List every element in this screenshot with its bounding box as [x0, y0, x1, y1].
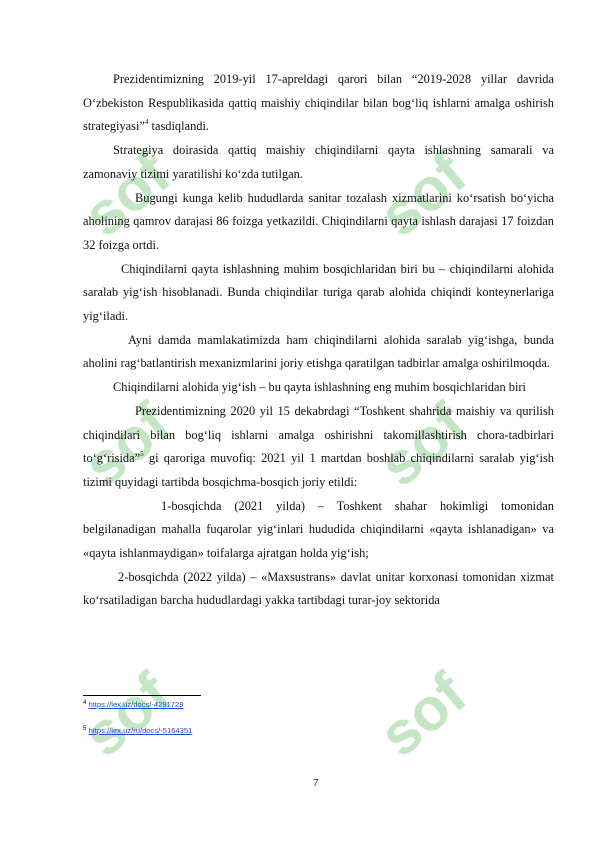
paragraph: 1-bosqichda (2021 yilda) – Toshkent shahar hokimligi tomonidan belgilanadigan mahalla fuqarolar yig‘inlari hududida chiqindilarni «qayta ishlanadigan» va «qayta ishlanmaydigan» toifalarga ajratgan holda yig‘ish;	[83, 498, 554, 561]
paragraph: Prezidentimizning 2019-yil 17-apreldagi qarori bilan “2019-2028 yillar davrida O‘zbekiston Respublikasida qattiq maishiy chiqindilar bilan bog‘liq ishlarni amalga oshirish strategiyasi”$^4$ tasdiqlandi.	[83, 72, 554, 134]
svg-text:sof: sof	[378, 140, 468, 250]
paragraph: Strategiya doirasida qattiq maishiy chiqindilarni qayta ishlashning samarali va zamonaviy tizimi yaratilishi ko‘zda tutilgan.	[83, 143, 554, 181]
body-text	[83, 68, 554, 613]
footnote-divider	[83, 695, 201, 696]
paragraph: Bugungi kunga kelib hududlarda sanitar tozalash xizmatlarini ko‘rsatish bo‘yicha aholining qamrov darajasi 86 foizga yetkazildi. Chiqindilarni qayta ishlash darajasi 17 foizdan 32 foizga ortdi.	[83, 190, 554, 252]
paragraph: Prezidentimizning 2020 yil 15 dekabrdagi “Toshkent shahrida maishiy va qurilish chiqindilari bilan bog‘liq ishlarni amalga oshirishni takomillashtirish chora-tadbirlari to‘g‘risida”$^5$ gi qaroriga muvofiq: 2021 yil 1 martdan boshlab chiqindilarni saralab yig‘ish tizimi quyidagi tartibda bosqichma-bosqich joriy etildi:	[83, 403, 554, 489]
paragraph: Chiqindilarni qayta ishlashning muhim bosqichlaridan biri bu – chiqindilarni alohida saralab yig‘ish hisoblanadi. Bunda chiqindilar turiga qarab alohida chiqindi konteynerlariga yig‘iladi.	[83, 261, 554, 324]
page-number: 7	[313, 777, 319, 789]
svg-text:sof: sof	[82, 140, 172, 250]
paragraph: Ayni damda mamlakatimizda ham chiqindilarni alohida saralab yig‘ishga, bunda aholini rag‘batlantirish mexanizmlarini joriy etishga qaratilgan tadbirlar amalga oshirilmoqda.	[83, 332, 554, 371]
footnote-link[interactable]: https://lex.uz/ru/docs/-5164351	[88, 726, 193, 735]
footnote-ref: 4	[144, 118, 149, 127]
svg-text:sof: sof	[82, 660, 172, 770]
footnote: $^5$ https://lex.uz/ru/docs/-5164351	[83, 726, 193, 735]
watermark-logo	[378, 640, 468, 790]
svg-text:sof: sof	[378, 390, 468, 500]
footnote: $^4$ https://lex.uz/docs/-4291729	[83, 700, 184, 709]
footnote-ref: 5	[140, 450, 144, 459]
footnote-link[interactable]: https://lex.uz/docs/-4291729	[88, 700, 184, 709]
svg-text:sof: sof	[378, 660, 468, 770]
watermark-logo	[82, 640, 172, 790]
paragraph: 2-bosqichda (2022 yilda) – «Maxsustrans» davlat unitar korxonasi tomonidan xizmat ko‘rsatiladigan barcha hududlardagi yakka tartibdagi turar-joy sektorida	[83, 569, 554, 608]
svg-text:sof: sof	[82, 390, 172, 500]
paragraph: Chiqindilarni alohida yig‘ish – bu qayta ishlashning eng muhim bosqichlaridan biri	[113, 380, 526, 395]
